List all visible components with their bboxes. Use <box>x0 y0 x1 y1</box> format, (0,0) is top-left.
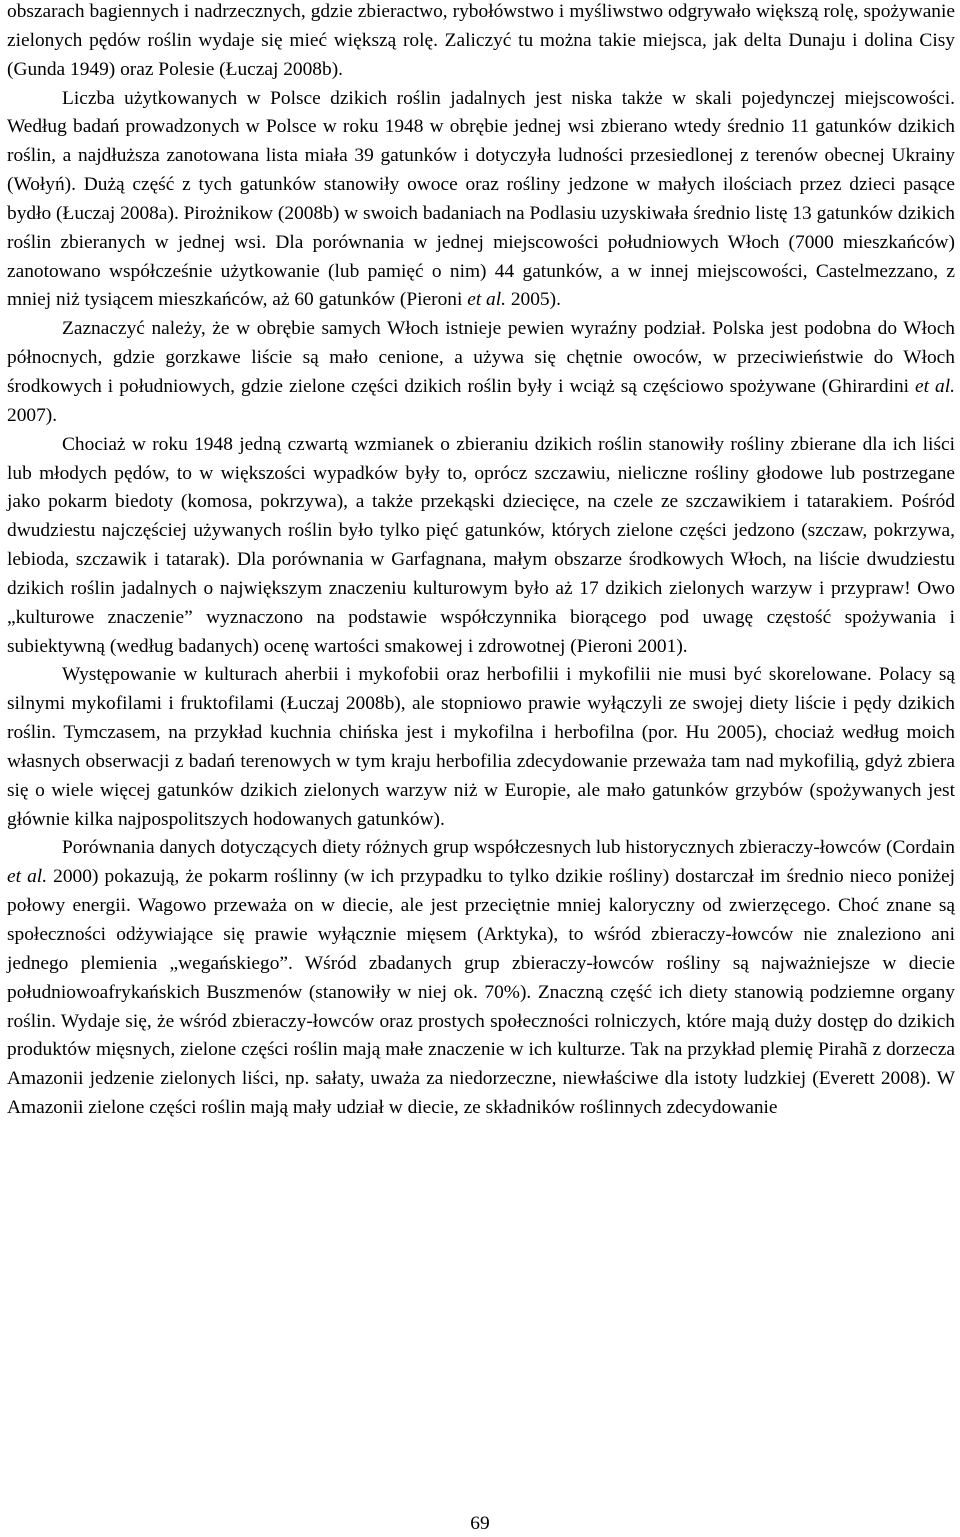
page-body <box>7 0 955 1123</box>
page-number: 69 <box>470 1513 490 1534</box>
text-run: 2000) pokazują, że pokarm roślinny (w ich przypadku to tylko dzikie rośliny) dostarczał im średnio nieco poniżej połowy energii. Wagowo przeważa on w diecie, ale jest przeciętnie mniej kaloryczny od zwierzęcego. Choć znane są społeczności odżywiające się prawie wyłącznie mięsem (Arktyka), to wśród zbieraczy-łowców nie znaleziono ani jednego plemienia „wegańskiego”. Wśród zbadanych grup zbieraczy-łowców rośliny są najważniejsze w diecie południowoafrykańskich Buszmenów (stanowiły w niej ok. 70%). Znaczną część ich diety stanowią podziemne organy roślin. Wydaje się, że wśród zbieraczy-łowców oraz prostych społeczności rolniczych, które mają duży dostęp do dzikich produktów mięsnych, zielone części roślin mają małe znaczenie w ich kulturze. Tak na przykład plemię Pirahã z dorzecza Amazonii jedzenie zielonych liści, np. sałaty, uważa za niedorzeczne, niewłaściwe dla istoty ludzkiej (Everett 2008). W Amazonii zielone części roślin mają mały udział w diecie, ze składników roślinnych zdecydowanie <box>7 866 955 1119</box>
text-run: Porównania danych dotyczących diety różnych grup współczesnych lub historycznych zbieraczy-łowców (Cordain <box>62 837 955 859</box>
text-run: 2007). <box>7 404 58 426</box>
italic-text: et al. <box>467 289 506 311</box>
paragraph <box>7 661 955 834</box>
text-run: Zaznaczyć należy, że w obrębie samych Włoch istnieje pewien wyraźny podział. Polska jest podobna do Włoch północnych, gdzie gorzkawe liście są mało cenione, a używa się chętnie owoców, w przeciwieństwie do Włoch środkowych i południowych, gdzie zielone części dzikich roślin były i wciąż są częściowo spożywane (Ghirardini <box>7 318 955 397</box>
paragraph <box>7 85 955 316</box>
text-run: Chociaż w roku 1948 jedną czwartą wzmianek o zbieraniu dzikich roślin stanowiły rośliny zbierane dla ich liści lub młodych pędów, to w większości wypadków były to, oprócz szczawiu, nieliczne rośliny głodowe lub postrzegane jako pokarm biedoty (komosa, pokrzywa), a także przekąski dziecięce, na czele ze szczawikiem i tatarakiem. Pośród dwudziestu najczęściej używanych roślin było tylko pięć gatunków, których zielone części jedzono (szczaw, pokrzywa, lebioda, szczawik i tatarak). Dla porównania w Garfagnana, małym obszarze środkowych Włoch, na liście dwudziestu dzikich roślin jadalnych o największym znaczeniu kulturowym było aż 17 dzikich zielonych warzyw i przypraw! Owo „kulturowe znaczenie” wyznaczono na podstawie współczynnika biorącego pod uwagę częstość spożywania i subiektywną (według badanych) ocenę wartości smakowej i zdrowotnej (Pieroni 2001). <box>7 433 955 657</box>
paragraph <box>7 431 955 662</box>
text-run: Występowanie w kulturach aherbii i mykofobii oraz herbofilii i mykofilii nie musi być skorelowane. Polacy są silnymi mykofilami i fruktofilami (Łuczaj 2008b), ale stopniowo prawie wyłączyli ze swojej diety liście i pędy dzikich roślin. Tymczasem, na przykład kuchnia chińska jest i mykofilna i herbofilna (por. Hu 2005), chociaż według moich własnych obserwacji z badań terenowych w tym kraju herbofilia zdecydowanie przeważa tam nad mykofilią, gdyż zbiera się o wiele więcej gatunków dzikich zielonych warzyw niż w Europie, ale mało gatunków grzybów (spożywanych jest głównie kilka najpospolitszych hodowanych gatunków). <box>7 664 955 830</box>
paragraph <box>7 834 955 1122</box>
italic-text: et al. <box>7 866 48 888</box>
paragraph <box>7 315 955 430</box>
text-run: 2005). <box>506 289 561 311</box>
text-run: Liczba użytkowanych w Polsce dzikich roślin jadalnych jest niska także w skali pojedynczej miejscowości. Według badań prowadzonych w Polsce w roku 1948 w obrębie jednej wsi zbierano wtedy średnio 11 gatunków dzikich roślin, a najdłuższa zanotowana lista miała 39 gatunków i dotyczyła ludności przesiedlonej z terenów obecnej Ukrainy (Wołyń). Dużą część z tych gatunków stanowiły owoce oraz rośliny jedzone w małych ilościach przez dzieci pasące bydło (Łuczaj 2008a). Pirożnikow (2008b) w swoich badaniach na Podlasiu uzyskiwała średnio listę 13 gatunków dzikich roślin zbieranych w jednej wsi. Dla porównania w jednej miejscowości południowych Włoch (7000 mieszkańców) zanotowano współcześnie użytkowanie (lub pamięć o nim) 44 gatunków, a w innej miejscowości, Castelmezzano, z mniej niż tysiącem mieszkańców, aż 60 gatunków (Pieroni <box>7 87 955 311</box>
italic-text: et al. <box>915 375 955 397</box>
paragraph <box>7 0 955 85</box>
text-run: obszarach bagiennych i nadrzecznych, gdzie zbieractwo, rybołówstwo i myśliwstwo odgrywało większą rolę, spożywanie zielonych pędów roślin wydaje się mieć większą rolę. Zaliczyć tu można takie miejsca, jak delta Dunaju i dolina Cisy (Gunda 1949) oraz Polesie (Łuczaj 2008b). <box>7 1 955 80</box>
